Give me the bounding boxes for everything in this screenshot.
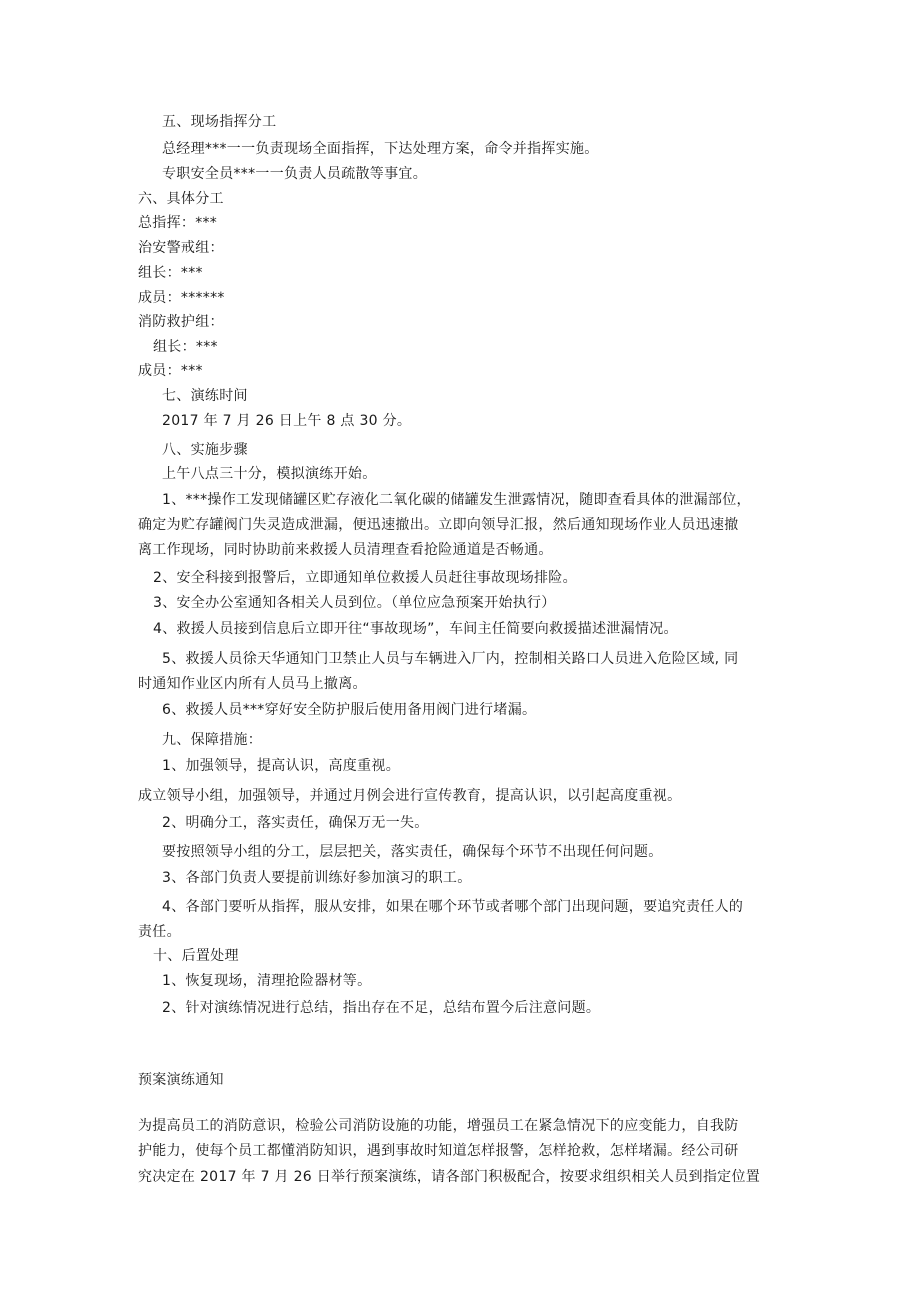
followup-2-line: 2、针对演练情况进行总结，指出存在不足，总结布置今后注意问题。 (162, 1000, 601, 1016)
section-6-heading: 六、具体分工 (138, 191, 224, 207)
step-5-line: 时通知作业区内所有人员马上撤离。 (138, 676, 367, 692)
step-3-line: 3、安全办公室通知各相关人员到位。（单位应急预案开始执行） (153, 595, 556, 611)
measure-2-line: 2、明确分工，落实责任，确保万无一失。 (162, 815, 429, 831)
step-5-line: 5、救援人员徐天华通知门卫禁止人员与车辆进入厂内，控制相关路口人员进入危险区域, 同 (162, 651, 739, 667)
measure-3-line: 3、各部门负责人要提前训练好参加演习的职工。 (162, 870, 472, 886)
section-5-line: 专职安全员***一一负责人员疏散等事宜。 (162, 166, 427, 182)
measure-2-desc: 要按照领导小组的分工，层层把关，落实责任，确保每个环节不出现任何问题。 (162, 844, 663, 860)
security-leader-line: 组长：*** (138, 265, 203, 281)
security-group-title: 治安警戒组： (138, 240, 224, 256)
measure-4-line: 责任。 (138, 924, 181, 940)
drill-time-line: 2017 年 7 月 26 日上午 8 点 30 分。 (162, 413, 412, 429)
fire-group-title: 消防救护组： (138, 314, 224, 330)
notice-title: 预案演练通知 (138, 1072, 224, 1088)
step-2-line: 2、安全科接到报警后，立即通知单位救援人员赶往事故现场排险。 (153, 570, 577, 586)
section-7-heading: 七、演练时间 (162, 388, 248, 404)
measure-1-desc: 成立领导小组，加强领导，并通过月例会进行宣传教育，提高认识，以引起高度重视。 (138, 788, 682, 804)
section-5-line: 总经理***一一负责现场全面指挥，下达处理方案，命令并指挥实施。 (162, 141, 599, 157)
fire-members-line: 成员：*** (138, 363, 203, 379)
step-1-line: 离工作现场，同时协助前来救援人员清理查看抢险通道是否畅通。 (138, 542, 553, 558)
notice-line: 为提高员工的消防意识，检验公司消防设施的功能，增强员工在紧急情况下的应变能力，自我防 (138, 1118, 739, 1134)
step-6-line: 6、救援人员***穿好安全防护服后使用备用阀门进行堵漏。 (162, 702, 537, 718)
security-members-line: 成员：****** (138, 290, 225, 306)
measure-1-line: 1、加强领导，提高认识，高度重视。 (162, 758, 401, 774)
notice-line: 护能力，使每个员工都懂消防知识，遇到事故时知道怎样报警，怎样抢救，怎样堵漏。经公司研 (138, 1143, 739, 1159)
notice-line: 究决定在 2017 年 7 月 26 日举行预案演练，请各部门积极配合，按要求组织相关人员到指定位置 (138, 1169, 761, 1185)
measure-4-line: 4、各部门要听从指挥，服从安排，如果在哪个环节或者哪个部门出现问题，要追究责任人的 (162, 899, 744, 915)
commander-line: 总指挥：*** (138, 215, 218, 231)
section-10-heading: 十、后置处理 (153, 948, 239, 964)
step-1-line: 确定为贮存罐阀门失灵造成泄漏，便迅速撤出。立即向领导汇报，然后通知现场作业人员迅速撤 (138, 517, 739, 533)
section-5-heading: 五、现场指挥分工 (162, 114, 277, 130)
fire-leader-line: 组长：*** (153, 339, 218, 355)
step-1-line: 1、***操作工发现储罐区贮存液化二氧化碳的储罐发生泄露情况，随即查看具体的泄漏部位， (162, 492, 751, 508)
section-8-heading: 八、实施步骤 (162, 442, 248, 458)
drill-start-line: 上午八点三十分，模拟演练开始。 (162, 466, 377, 482)
followup-1-line: 1、恢复现场，清理抢险器材等。 (162, 973, 372, 989)
step-4-line: 4、救援人员接到信息后立即开往“事故现场”，车间主任简要向救援描述泄漏情况。 (153, 621, 678, 637)
section-9-heading: 九、保障措施： (162, 732, 263, 748)
